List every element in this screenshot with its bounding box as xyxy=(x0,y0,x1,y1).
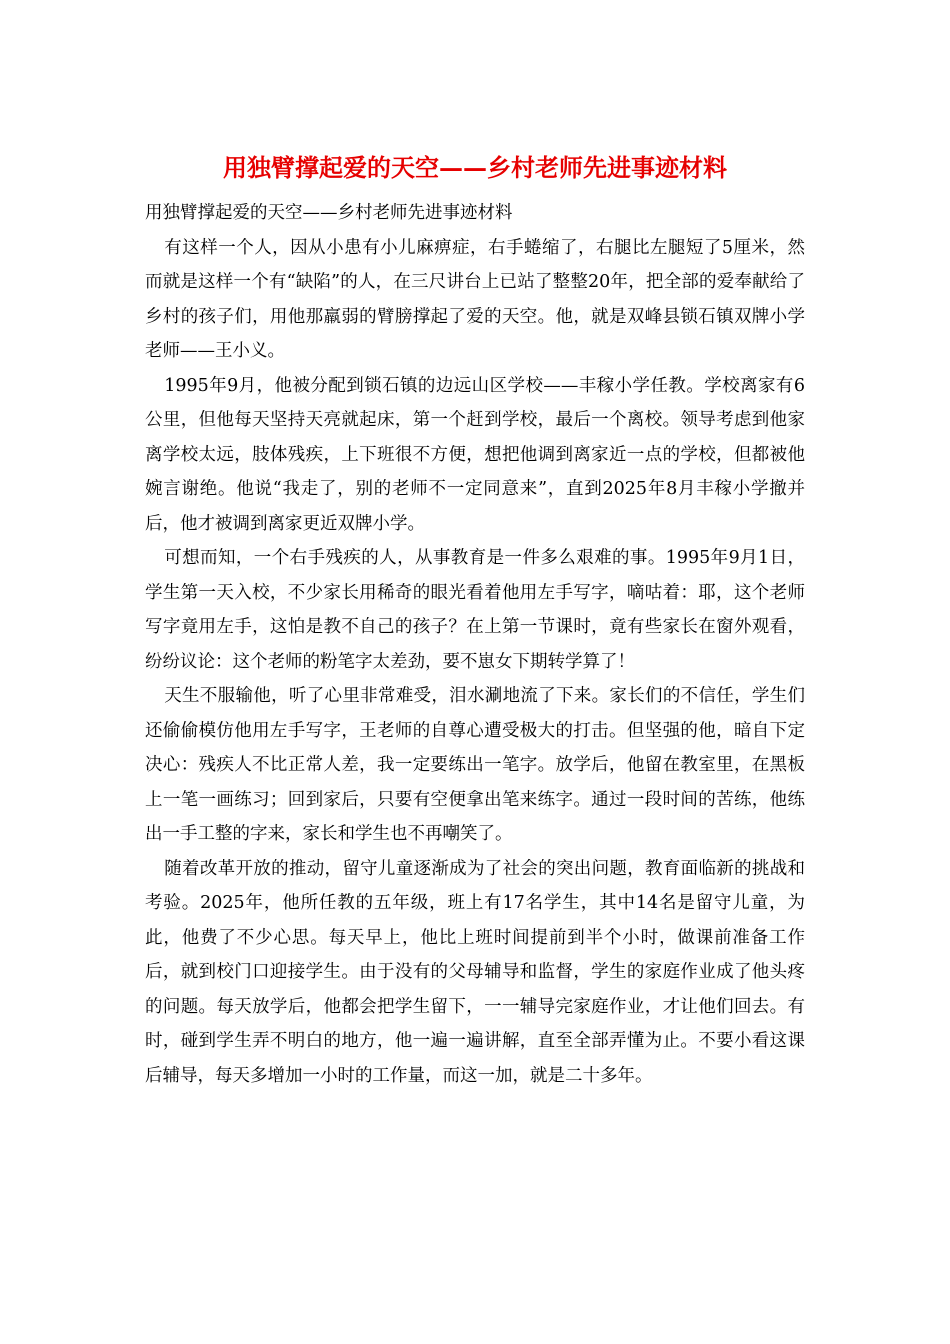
document-subtitle: 用独臂撑起爱的天空——乡村老师先进事迹材料 xyxy=(145,203,513,223)
paragraph: 1995年9月，他被分配到锁石镇的边远山区学校——丰稼小学任教。学校离家有6公里，但他每天坚持天亮就起床，第一个赶到学校，最后一个离校。领导考虑到他家离学校太远，肢体残疾，上下班很不方便，想把他调到离家近一点的学校，但都被他婉言谢绝。他说“我走了，别的老师不一定同意来”，直到2025年8月丰稼小学撤并后，他才被调到离家更近双牌小学。 xyxy=(145,375,805,534)
paragraph: 可想而知，一个右手残疾的人，从事教育是一件多么艰难的事。1995年9月1日，学生第一天入校，不少家长用稀奇的眼光看着他用左手写字，嘀咕着：耶，这个老师写字竟用左手，这怕是教不自己的孩子？在上第一节课时，竟有些家长在窗外观看，纷纷议论：这个老师的粉笔字太差劲，要不崽女下期转学算了！ xyxy=(145,548,805,672)
paragraph: 天生不服输他，听了心里非常难受，泪水涮地流了下来。家长们的不信任，学生们还偷偷模仿他用左手写字，王老师的自尊心遭受极大的打击。但坚强的他，暗自下定决心：残疾人不比正常人差，我一定要练出一笔字。放学后，他留在教室里，在黑板上一笔一画练习；回到家后，只要有空便拿出笔来练字。通过一段时间的苦练，他练出一手工整的字来，家长和学生也不再嘲笑了。 xyxy=(145,686,805,844)
document-title: 用独臂撑起爱的天空——乡村老师先进事迹材料 xyxy=(223,153,727,182)
paragraph: 有这样一个人，因从小患有小儿麻痹症，右手蜷缩了，右腿比左腿短了5厘米，然而就是这样一个有“缺陷”的人，在三尺讲台上已站了整整20年，把全部的爱奉献给了乡村的孩子们，用他那羸弱的臂膀撑起了爱的天空。他，就是双峰县锁石镇双牌小学老师——王小义。 xyxy=(145,237,805,361)
document-body xyxy=(145,196,805,1093)
paragraph: 随着改革开放的推动，留守儿童逐渐成为了社会的突出问题，教育面临新的挑战和考验。2025年，他所任教的五年级，班上有17名学生，其中14名是留守儿童，为此，他费了不少心思。每天早上，他比上班时间提前到半个小时，做课前准备工作后，就到校门口迎接学生。由于没有的父母辅导和监督，学生的家庭作业成了他头疼的问题。每天放学后，他都会把学生留下，一一辅导完家庭作业，才让他们回去。有时，碰到学生弄不明白的地方，他一遍一遍讲解，直至全部弄懂为止。不要小看这课后辅导，每天多增加一小时的工作量，而这一加，就是二十多年。 xyxy=(145,858,805,1086)
